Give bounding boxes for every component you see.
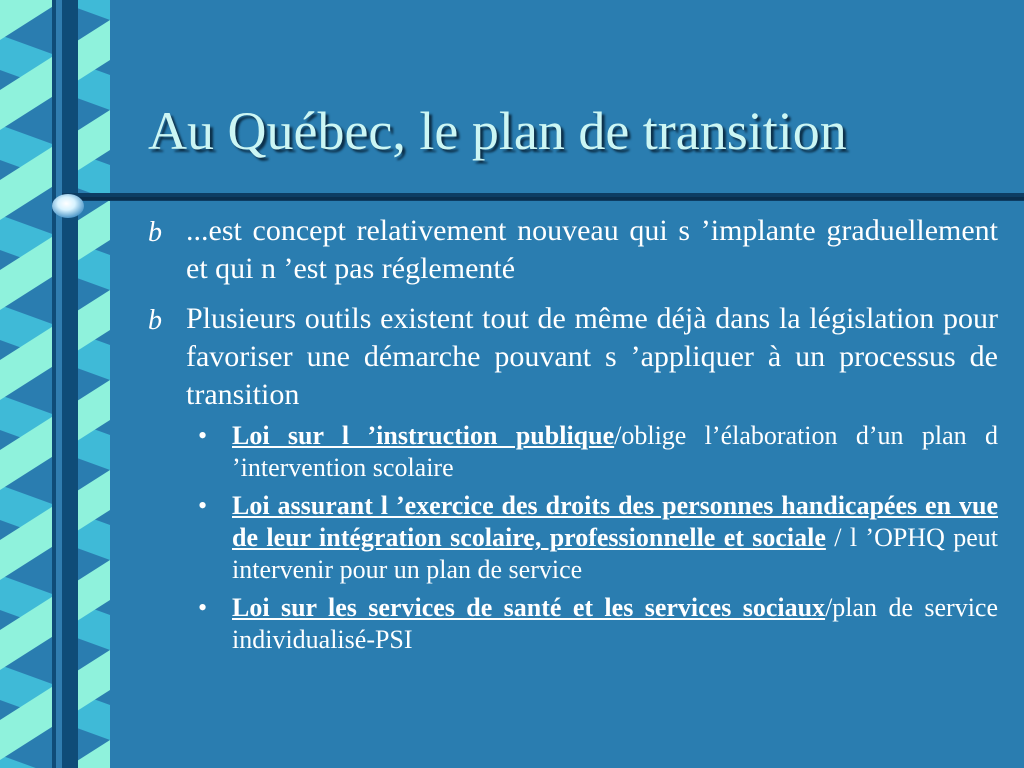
slide-title: Au Québec, le plan de transition — [148, 101, 847, 161]
law-name: Loi sur l ’instruction publique — [232, 421, 615, 450]
ribbon-decoration — [0, 0, 150, 768]
bullet-tools — [148, 300, 998, 414]
law-name: Loi assurant l ’exercice des droits des personnes handicapées en vue de leur intégration scolaire, professionnelle et sociale — [232, 491, 998, 552]
law-description: /plan de service individualisé-PSI — [232, 593, 998, 654]
law-item-droits — [198, 490, 998, 586]
bullet-concept — [148, 212, 998, 288]
ribbon-pole — [52, 0, 78, 768]
law-description: / l ’OPHQ peut intervenir pour un plan de service — [232, 523, 998, 584]
law-item-sante — [198, 592, 998, 656]
sub-bullet-marker: • — [198, 421, 208, 450]
ribbon-pole-highlight — [56, 0, 62, 768]
law-list — [148, 420, 998, 656]
divider-shadow — [62, 197, 1024, 200]
law-description: /oblige l’élaboration d’un plan d ’intervention scolaire — [232, 421, 998, 482]
law-name: Loi sur les services de santé et les services sociaux — [232, 593, 826, 622]
law-item-instruction — [198, 420, 998, 484]
bullet-text: ...est concept relativement nouveau qui s ’implante graduellement et qui n ’est pas réglementé — [186, 214, 998, 285]
bullet-text: Plusieurs outils existent tout de même déjà dans la législation pour favoriser une démarche pouvant s ’appliquer à un processus de transition — [186, 302, 998, 411]
bullet-marker: b — [148, 305, 162, 336]
sub-bullet-marker: • — [198, 491, 208, 520]
sub-bullet-marker: • — [198, 593, 208, 622]
divider-orb — [52, 194, 84, 218]
slide-body — [148, 212, 998, 656]
bullet-marker: b — [148, 217, 162, 248]
